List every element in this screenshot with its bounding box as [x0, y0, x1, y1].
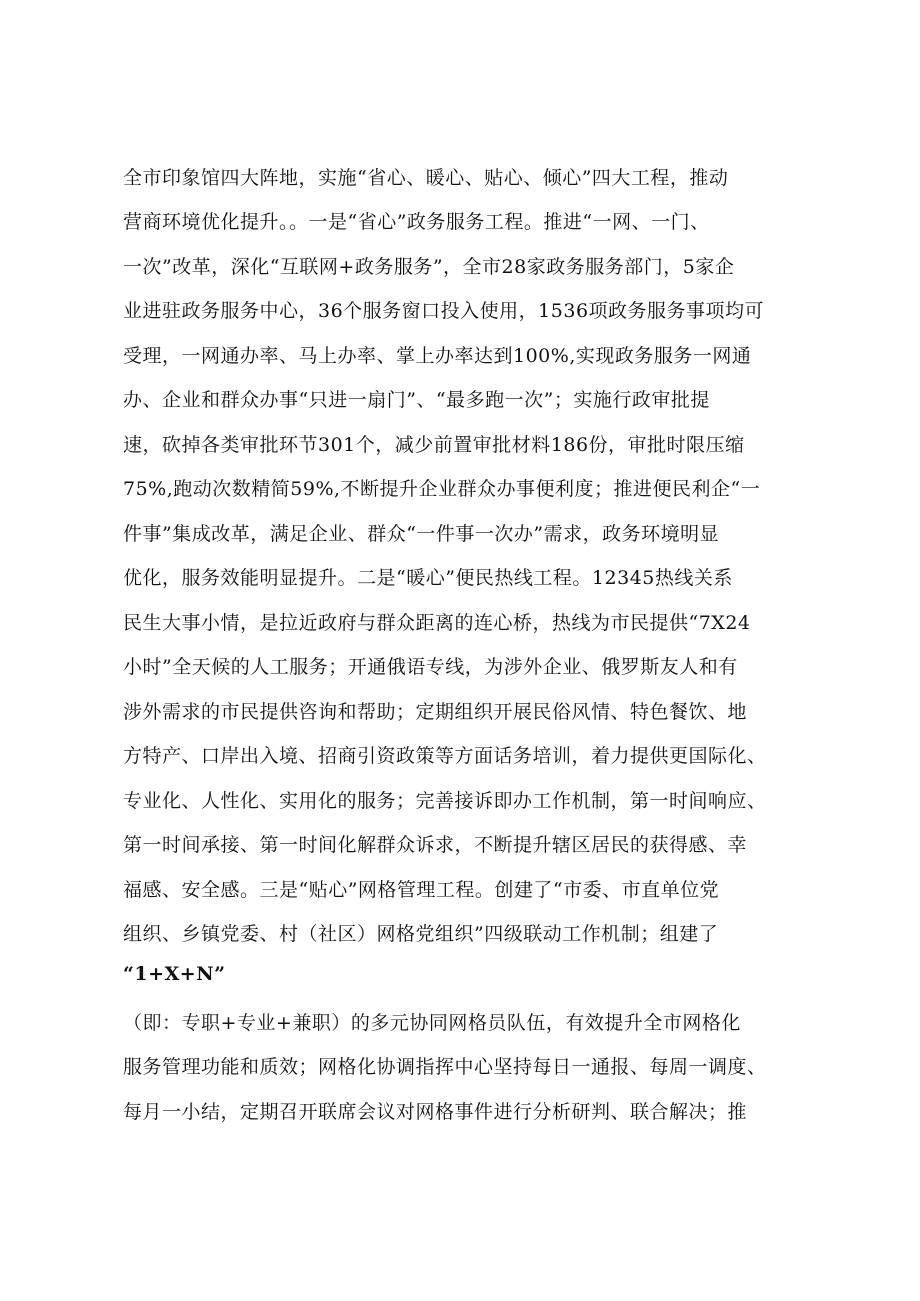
text-line: 民生大事小情，是拉近政府与群众距离的连心桥，热线为市民提供“7X24 [123, 612, 751, 634]
text-line: 一次”改革，深化“互联网+政务服务”，全市28家政务服务部门，5家企 [123, 256, 735, 278]
text-line: 专业化、人性化、实用化的服务；完善接诉即办工作机制，第一时间响应、 [123, 790, 767, 812]
text-line: 第一时间承接、第一时间化解群众诉求，不断提升辖区居民的获得感、幸 [123, 834, 748, 856]
text-line: 件事”集成改革，满足企业、群众“一件事一次办”需求，政务环境明显 [123, 523, 720, 545]
text-line: 优化，服务效能明显提升。二是“暖心”便民热线工程。12345热线关系 [123, 567, 733, 589]
text-line: 75%,跑动次数精简59%,不断提升企业群众办事便利度；推进便民利企“一 [123, 478, 761, 500]
text-line: 全市印象馆四大阵地，实施“省心、暖心、贴心、倾心”四大工程，推动 [123, 167, 729, 189]
text-line: 速，砍掉各类审批环节301个，减少前置审批材料186份，审批时限压缩 [123, 434, 745, 456]
text-line: 小时”全天候的人工服务；开通俄语专线，为涉外企业、俄罗斯友人和有 [123, 656, 738, 678]
text-line: 服务管理功能和质效；网格化协调指挥中心坚持每日一通报、每周一调度、 [123, 1056, 767, 1078]
text-line: 涉外需求的市民提供咨询和帮助；定期组织开展民俗风情、特色餐饮、地 [123, 701, 748, 723]
text-line: 办、企业和群众办事“只进一扇门”、“最多跑一次”；实施行政审批提 [123, 389, 710, 411]
text-line: （即：专职+专业+兼职）的多元协同网格员队伍，有效提升全市网格化 [123, 1012, 741, 1034]
text-line: 方特产、口岸出入境、招商引资政策等方面话务培训，着力提供更国际化、 [123, 745, 767, 767]
text-line: 福感、安全感。三是“贴心”网格管理工程。创建了“市委、市直单位党 [123, 879, 720, 901]
text-line: 营商环境优化提升。。一是“省心”政务服务工程。推进“一网、一门、 [123, 211, 710, 233]
text-line: “1+X+N” [123, 963, 226, 985]
text-line: 组织、乡镇党委、村（社区）网格党组织”四级联动工作机制；组建了 [123, 923, 719, 945]
text-line: 业进驻政务服务中心，36个服务窗口投入使用，1536项政务服务事项均可 [123, 300, 765, 322]
text-line: 受理，一网通办率、马上办率、掌上办率达到100%,实现政务服务一网通 [123, 345, 752, 367]
text-line: 每月一小结，定期召开联席会议对网格事件进行分析研判、联合解决；推 [123, 1101, 748, 1123]
